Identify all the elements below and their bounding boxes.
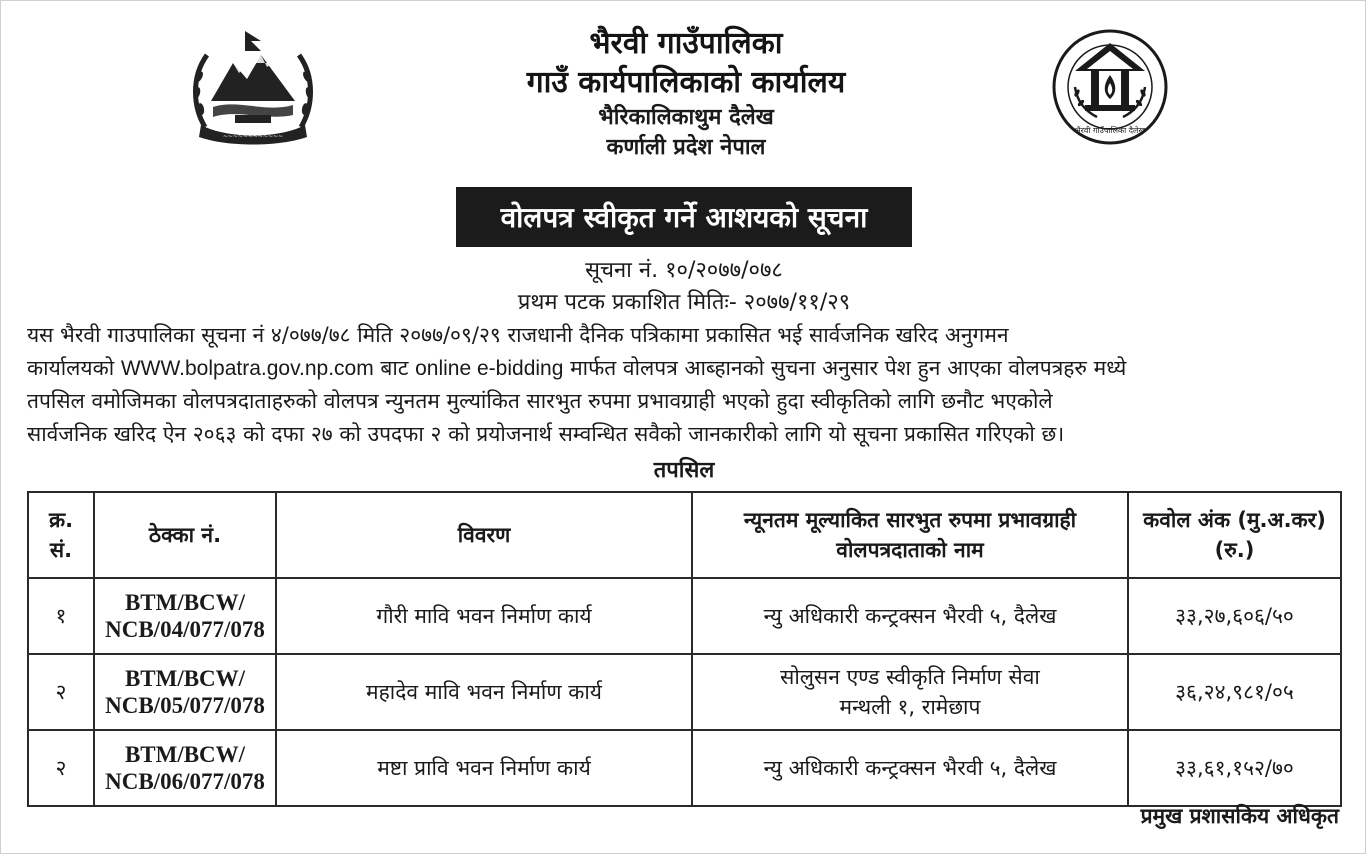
notice-number: सूचना नं. १०/२०७७/०७८ bbox=[585, 258, 783, 283]
cell-contract bbox=[94, 654, 276, 730]
cell-contract bbox=[94, 730, 276, 806]
contract-line-1: BTM/BCW/ bbox=[124, 590, 246, 615]
body-line-3: तपसिल वमोजिमका वोलपत्रदाताहरुको वोलपत्र न्युनतम मुल्यांकित सारभुत रुपमा प्रभावग्राही भएको हुदा स्वीकृतिको लागि छनौट भएकोले bbox=[27, 389, 1053, 413]
cell-description: मष्टा प्रावि भवन निर्माण कार्य bbox=[276, 730, 692, 806]
svg-text:~~~~~~~~~~~~: ~~~~~~~~~~~~ bbox=[222, 133, 284, 140]
office-name: गाउँ कार्यपालिकाको कार्यालय bbox=[526, 65, 846, 100]
bidder-line-1: सोलुसन एण्ड स्वीकृति निर्माण सेवा bbox=[780, 665, 1040, 689]
body-line-2-start: कार्यालयको bbox=[27, 355, 121, 380]
cell-description: महादेव मावि भवन निर्माण कार्य bbox=[276, 654, 692, 730]
body-line-4: सार्वजनिक खरिद ऐन २०६३ को दफा २७ को उपदफा २ को प्रयोजनार्थ सम्वन्धित सवैको जानकारीको लागि यो सूचना प्रकासित गरिएको छ। bbox=[27, 421, 1065, 446]
notice-body bbox=[27, 319, 1341, 450]
header-contract: ठेक्का नं. bbox=[94, 492, 276, 578]
notice-title: वोलपत्र स्वीकृत गर्ने आशयको सूचना bbox=[456, 187, 912, 247]
cell-amount: ३३,२७,६०६/५० bbox=[1128, 578, 1341, 654]
contract-line-1: BTM/BCW/ bbox=[124, 666, 246, 691]
bolpatra-url: WWW.bolpatra.gov.np.com bbox=[120, 356, 374, 380]
cell-sn: २ bbox=[28, 730, 94, 806]
table-row bbox=[28, 654, 1341, 730]
body-line-1: यस भैरवी गाउपालिका सूचना नं ४/०७७/७८ मिति २०७७/०९/२९ राजधानी दैनिक पत्रिकामा प्रकासित भई सार्वजनिक खरिद अनुगमन bbox=[27, 323, 1009, 347]
contract-line-2: NCB/06/077/078 bbox=[105, 769, 265, 794]
bidder-line-1: न्यु अधिकारी कन्ट्रक्सन भैरवी ५, दैलेख bbox=[763, 756, 1057, 780]
body-line-2-mid: बाट bbox=[373, 355, 416, 380]
cell-bidder bbox=[692, 654, 1128, 730]
contract-line-2: NCB/04/077/078 bbox=[105, 617, 265, 642]
cell-contract bbox=[94, 578, 276, 654]
address-line-1: भैरिकालिकाथुम दैलेख bbox=[598, 105, 774, 130]
publication-date: प्रथम पटक प्रकाशित मितिः- २०७७/११/२९ bbox=[517, 290, 851, 315]
cell-bidder bbox=[692, 578, 1128, 654]
cell-sn: २ bbox=[28, 654, 94, 730]
cell-description: गौरी मावि भवन निर्माण कार्य bbox=[276, 578, 692, 654]
schedule-title: तपसिल bbox=[653, 458, 715, 483]
header-amount: कवोल अंक (मु.अ.कर)(रु.) bbox=[1128, 492, 1341, 578]
signatory-title: प्रमुख प्रशासकिय अधिकृत bbox=[1140, 804, 1339, 828]
contract-line-1: BTM/BCW/ bbox=[124, 742, 246, 767]
body-line-2-end: मार्फत वोलपत्र आब्हानको सुचना अनुसार पेश हुन आएका वोलपत्रहरु मध्ये bbox=[563, 355, 1127, 380]
cell-amount: ३६,२४,९८१/०५ bbox=[1128, 654, 1341, 730]
cell-bidder bbox=[692, 730, 1128, 806]
bhairabi-municipality-logo-icon bbox=[1051, 27, 1169, 147]
table-row bbox=[28, 730, 1341, 806]
body-line-2 bbox=[27, 352, 1341, 386]
award-table bbox=[27, 491, 1342, 807]
header-description: विवरण bbox=[276, 492, 692, 578]
organization-name: भैरवी गाउँपालिका bbox=[589, 26, 783, 61]
table-row bbox=[28, 578, 1341, 654]
table-header-row bbox=[28, 492, 1341, 578]
bidder-line-1: न्यु अधिकारी कन्ट्रक्सन भैरवी ५, दैलेख bbox=[763, 604, 1057, 628]
bidder-line-2: मन्थली १, रामेछाप bbox=[839, 695, 981, 719]
contract-line-2: NCB/05/077/078 bbox=[105, 693, 265, 718]
header-sn: क्र. सं. bbox=[28, 492, 94, 578]
letterhead bbox=[361, 25, 1011, 163]
header-bidder: न्यूनतम मूल्याकित सारभुत रुपमा प्रभावग्राही वोलपत्रदाताको नाम bbox=[692, 492, 1128, 578]
online-bidding-text: online e-bidding bbox=[415, 356, 564, 380]
logo-ring-text: भैरवी गाउँपालिका दैलेख bbox=[1074, 126, 1146, 135]
nepal-government-emblem-icon bbox=[187, 27, 319, 145]
cell-sn: १ bbox=[28, 578, 94, 654]
address-line-2: कर्णाली प्रदेश नेपाल bbox=[606, 135, 766, 160]
cell-amount: ३३,६१,१५२/७० bbox=[1128, 730, 1341, 806]
